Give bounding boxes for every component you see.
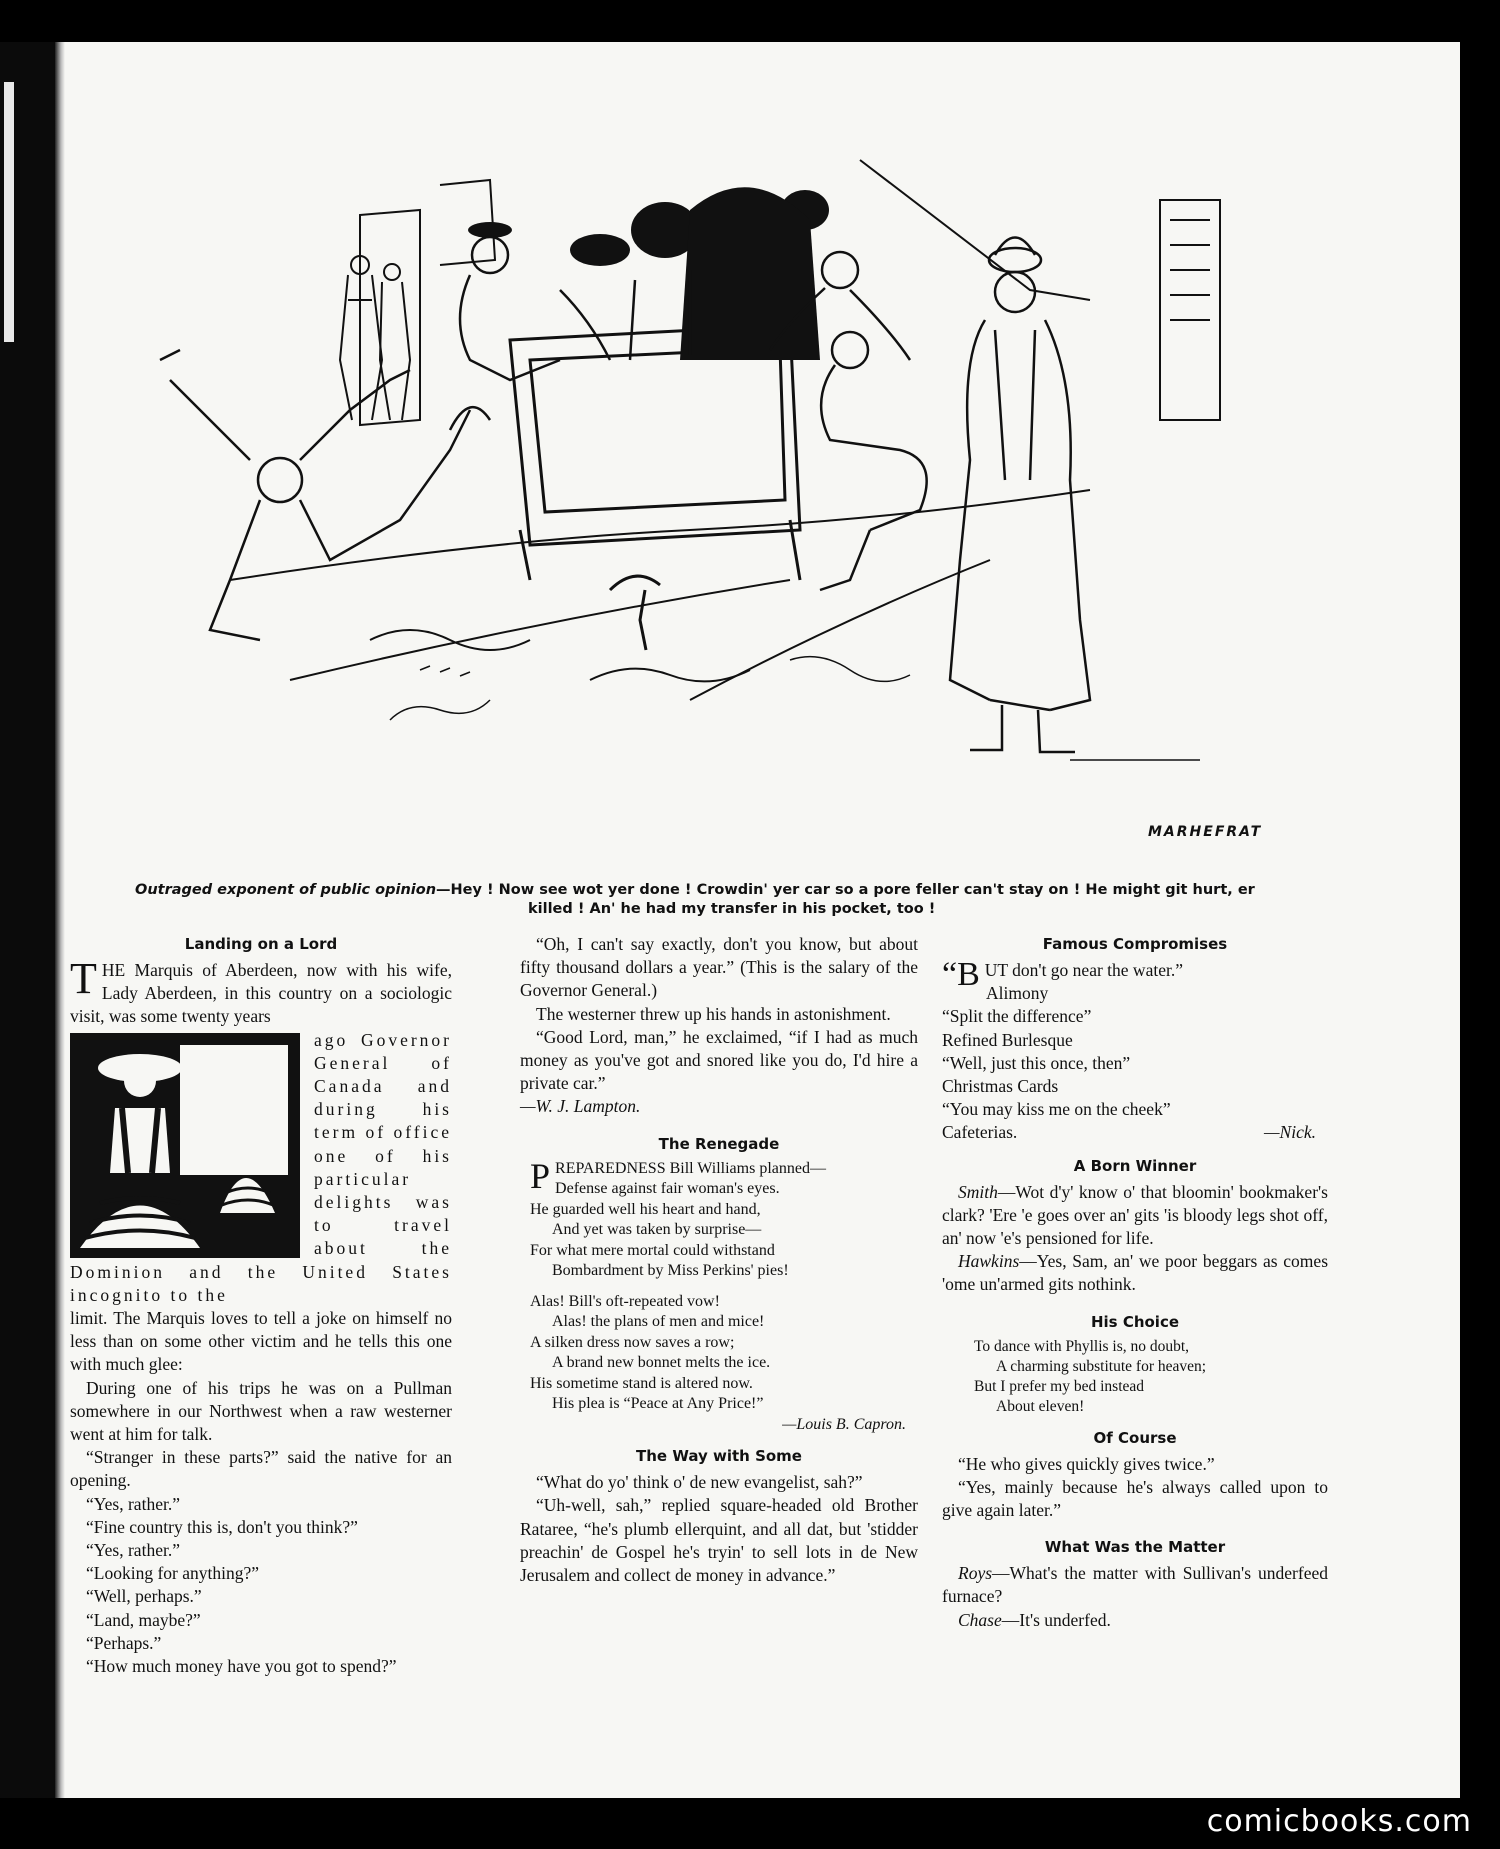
poem-line: A charming substitute for heaven;: [996, 1357, 1207, 1375]
heading-of-course: Of Course: [1093, 1428, 1177, 1447]
heading-the-way-with-some: The Way with Some: [636, 1447, 802, 1466]
dialogue-line: “Land, maybe?”: [86, 1609, 201, 1630]
speaker-name: Chase: [958, 1609, 1002, 1630]
artist-signature: MARHEFRAT: [1148, 824, 1263, 840]
attribution: —Nick.: [1263, 1122, 1316, 1143]
article-text: HE Marquis of Aberdeen, now with his wife, Lady Aberdeen, in this country on a sociologic visit, was some twenty years: [70, 960, 452, 1027]
poem-line: For what mere mortal could withstand: [530, 1241, 775, 1259]
caption-lead: Outraged exponent of public opinion: [135, 882, 437, 898]
dialogue-line: “How much money have you got to spend?”: [86, 1656, 397, 1677]
article-text: —Wot d'y' know o' that bloomin' bookmaker's clark? 'Ere 'e goes over an' gits 'is bloody legs shot off, an' now 'e's pensioned for life.: [942, 1181, 1328, 1249]
couple-illustration: [70, 1033, 300, 1258]
caption-line-1: —Hey ! Now see wot yer done ! Crowdin' yer car so a pore feller can't stay on ! He might git hurt, er: [436, 882, 1255, 898]
caption-line-2: killed ! An' he had my transfer in his pocket, too !: [528, 901, 936, 917]
heading-his-choice: His Choice: [1090, 1312, 1180, 1331]
article-text: “Oh, I can't say exactly, don't you know, but about fifty thousand dollars a year.” (This is the salary of the Governor General.): [520, 934, 918, 1001]
poem-line: A brand new bonnet melts the ice.: [552, 1354, 771, 1372]
column-3: [942, 933, 1328, 1632]
dialogue-line: “Looking for anything?”: [86, 1563, 260, 1584]
poem-his-choice: [974, 1337, 1328, 1417]
facing-page-edge: [4, 82, 14, 342]
heading-the-renegade: The Renegade: [658, 1134, 780, 1153]
poem-the-renegade: [530, 1155, 918, 1436]
poem-line: A silken dress now saves a row;: [530, 1333, 735, 1351]
article-text: —What's the matter with Sullivan's underfeed furnace?: [942, 1563, 1328, 1607]
scan-left-edge: [0, 42, 55, 1798]
speaker-name: Smith: [958, 1181, 998, 1202]
article-text: The westerner threw up his hands in astonishment.: [536, 1003, 891, 1024]
list-line: UT don't go near the water.”: [984, 960, 1183, 980]
cartoon-drawing: [90, 60, 1310, 850]
drop-cap: “B: [942, 956, 980, 993]
dialogue-line: “Yes, rather.”: [86, 1493, 180, 1514]
article-text: “Uh-well, sah,” replied square-headed old Brother Rataree, “he's plumb ellerquint, and all dat, but 'stidder preachin' de Gospel he's tryin' to sell lots in de New Jerusalem and collect de money in advance.”: [520, 1495, 918, 1585]
page-gutter: [55, 42, 65, 1798]
poem-line: To dance with Phyllis is, no doubt,: [974, 1337, 1190, 1355]
cartoon-caption: [135, 881, 1325, 919]
dialogue-line: “Well, perhaps.”: [86, 1586, 202, 1607]
article-text: During one of his trips he was on a Pullman somewhere in our Northwest when a raw westerner went at him for talk.: [70, 1377, 452, 1445]
poem-line: Defense against fair woman's eyes.: [555, 1180, 780, 1198]
poem-line: And yet was taken by surprise—: [552, 1221, 762, 1239]
list-line: Christmas Cards: [942, 1076, 1059, 1097]
dialogue-line: “Yes, rather.”: [86, 1540, 180, 1561]
list-line: “You may kiss me on the cheek”: [942, 1099, 1171, 1120]
heading-what-was-the-matter: What Was the Matter: [1044, 1538, 1226, 1557]
site-watermark: comicbooks.com: [1206, 1804, 1472, 1839]
article-text: —Yes, Sam, an' we poor beggars as comes 'ome un'armed gits nothink.: [942, 1251, 1328, 1295]
list-line: “Split the difference”: [942, 1006, 1092, 1027]
dialogue-line: “Perhaps.”: [86, 1632, 162, 1653]
column-2: [520, 933, 918, 1587]
poem-line: His plea is “Peace at Any Price!”: [552, 1395, 764, 1413]
poem-line: Bombardment by Miss Perkins' pies!: [552, 1262, 789, 1280]
drop-cap: P: [530, 1155, 551, 1196]
article-text: “He who gives quickly gives twice.”: [958, 1453, 1215, 1474]
poem-line: His sometime stand is altered now.: [530, 1374, 753, 1392]
article-text: —It's underfed.: [1001, 1609, 1111, 1630]
article-text: “Good Lord, man,” he exclaimed, “if I had as much money as you've got and snored like you do, I'd hire a private car.”: [520, 1026, 918, 1094]
heading-a-born-winner: A Born Winner: [1073, 1156, 1197, 1175]
heading-famous-compromises: Famous Compromises: [1042, 935, 1228, 953]
poem-line: Alas! the plans of men and mice!: [552, 1313, 765, 1331]
article-text: limit. The Marquis loves to tell a joke on himself no less than on some other victim and he tells this one with much glee:: [70, 1308, 452, 1375]
article-text: ago Governor General of Canada and during his term of office one of his particular delights was to travel about the Dominion and the United States incognito to the: [70, 1029, 452, 1305]
attribution: —Louis B. Capron.: [782, 1415, 906, 1433]
speaker-name: Roys: [958, 1563, 993, 1584]
article-text: “What do yo' think o' de new evangelist, sah?”: [536, 1472, 863, 1493]
dialogue-line: “Fine country this is, don't you think?”: [86, 1516, 358, 1537]
poem-line: Alas! Bill's oft-repeated vow!: [530, 1292, 720, 1310]
poem-line: REPAREDNESS Bill Williams planned—: [555, 1159, 826, 1177]
couple-drawing: [70, 1033, 300, 1258]
poem-line: He guarded well his heart and hand,: [530, 1200, 761, 1218]
list-line: Cafeterias.: [942, 1122, 1018, 1143]
dialogue-line: “Stranger in these parts?” said the native for an opening.: [70, 1447, 452, 1491]
streetcar-cartoon: [90, 60, 1310, 850]
drop-cap: T: [70, 954, 97, 1003]
column-1: [70, 933, 452, 1678]
speaker-name: Hawkins: [958, 1251, 1020, 1272]
poem-line: About eleven!: [996, 1397, 1085, 1415]
article-text: “Yes, mainly because he's always called upon to give again later.”: [942, 1476, 1328, 1521]
famous-compromises-list: [942, 956, 1328, 1145]
list-line: Alimony: [986, 983, 1049, 1004]
heading-landing-on-a-lord: Landing on a Lord: [184, 935, 338, 953]
attribution: —W. J. Lampton.: [520, 1096, 641, 1117]
list-line: Refined Burlesque: [942, 1029, 1073, 1050]
poem-line: But I prefer my bed instead: [974, 1377, 1145, 1395]
list-line: “Well, just this once, then”: [942, 1052, 1131, 1073]
